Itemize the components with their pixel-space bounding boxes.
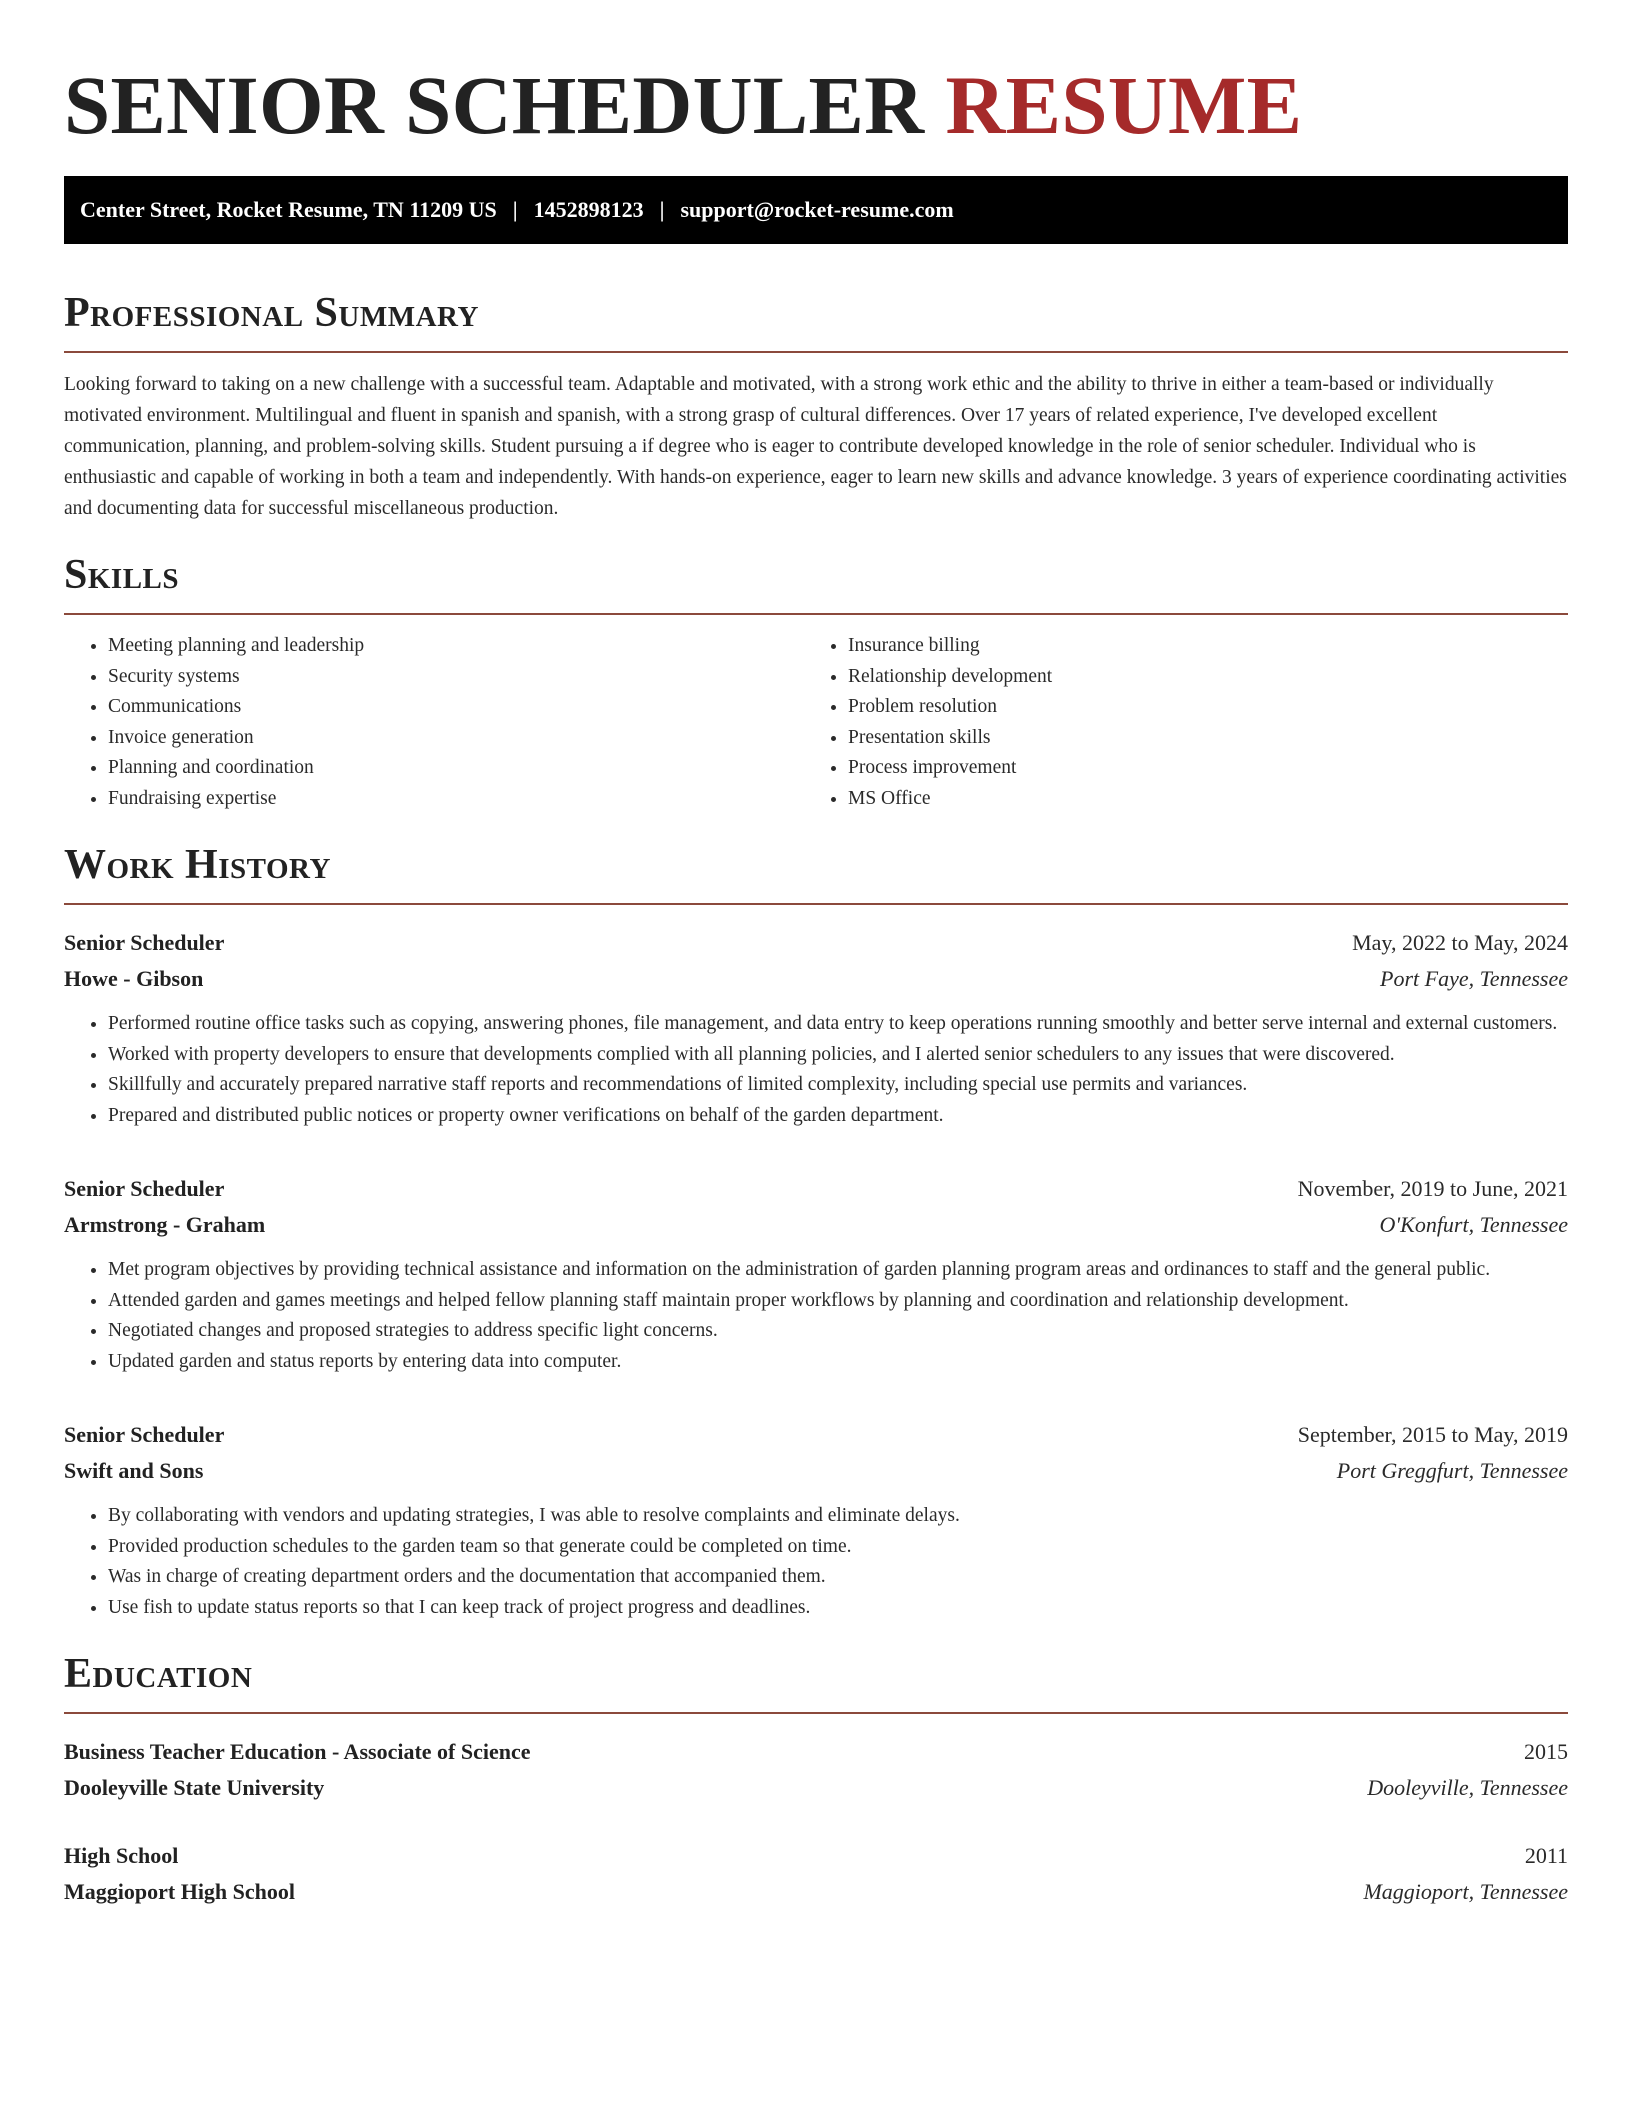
summary-section bbox=[64, 288, 1568, 524]
skills-section bbox=[64, 550, 1568, 814]
education-school-row bbox=[64, 1874, 1568, 1910]
job-bullet: • By collaborating with vendors and updating strategies, I was able to resolve complaints and eliminate delays. bbox=[108, 1501, 1568, 1532]
job-company-row bbox=[64, 1207, 1568, 1243]
skill-item: • Insurance billing bbox=[848, 631, 1544, 662]
education-year: 2011 bbox=[1524, 1843, 1568, 1868]
job-company: Howe - Gibson bbox=[64, 966, 204, 991]
section-heading-education: Education bbox=[64, 1651, 253, 1697]
education-entry bbox=[64, 1734, 1568, 1806]
resume-title bbox=[64, 56, 1568, 154]
summary-text: Looking forward to taking on a new challenge with a successful team. Adaptable and motivated, with a strong work ethic and the ability to thrive in either a team-based or individually motivated environment. Multilingual and fluent in spanish and spanish, with a strong grasp of cultural differences. Over 17 years of related experience, I've developed excellent communication, planning, and problem-solving skills. Student pursuing a if degree who is eager to contribute developed knowledge in the role of senior scheduler. Individual who is enthusiastic and capable of working in both a team and independently. With hands-on experience, eager to learn new skills and advance knowledge. 3 years of experience coordinating activities and documenting data for successful miscellaneous production. bbox=[64, 374, 1567, 519]
title-accent: RESUME bbox=[945, 59, 1303, 151]
job-title: Senior Scheduler bbox=[64, 1422, 225, 1447]
skills-grid bbox=[64, 631, 1568, 814]
section-heading-work-history: Work History bbox=[64, 842, 331, 888]
job-company-row bbox=[64, 1453, 1568, 1489]
skills-list-left bbox=[64, 631, 804, 814]
education-degree-row bbox=[64, 1838, 1568, 1874]
job-entry bbox=[64, 1417, 1568, 1623]
skill-item: • Meeting planning and leadership bbox=[108, 631, 804, 662]
job-company: Swift and Sons bbox=[64, 1458, 204, 1483]
job-company: Armstrong - Graham bbox=[64, 1212, 266, 1237]
contact-address: Center Street, Rocket Resume, TN 11209 US bbox=[80, 197, 497, 222]
skill-item: • Fundraising expertise bbox=[108, 784, 804, 815]
section-divider bbox=[64, 613, 1568, 615]
job-location: O'Konfurt, Tennessee bbox=[1379, 1212, 1568, 1237]
job-bullet: • Provided production schedules to the garden team so that generate could be completed on time. bbox=[108, 1532, 1568, 1563]
education-section bbox=[64, 1649, 1568, 1910]
education-school: Maggioport High School bbox=[64, 1879, 296, 1904]
education-degree: High School bbox=[64, 1843, 179, 1868]
job-dates: May, 2022 to May, 2024 bbox=[1352, 930, 1568, 955]
job-bullet: • Performed routine office tasks such as copying, answering phones, file management, and data entry to keep operations running smoothly and better serve internal and external customers. bbox=[108, 1009, 1568, 1040]
education-entry bbox=[64, 1838, 1568, 1910]
title-main: SENIOR SCHEDULER bbox=[64, 59, 925, 151]
skill-item: • Presentation skills bbox=[848, 723, 1544, 754]
job-bullet: • Prepared and distributed public notices or property owner verifications on behalf of the garden department. bbox=[108, 1101, 1568, 1132]
job-location: Port Faye, Tennessee bbox=[1380, 966, 1568, 991]
contact-separator: | bbox=[512, 197, 518, 222]
job-title: Senior Scheduler bbox=[64, 930, 225, 955]
skill-item: • Communications bbox=[108, 692, 804, 723]
job-entry bbox=[64, 1171, 1568, 1377]
education-location: Dooleyville, Tennessee bbox=[1367, 1775, 1568, 1800]
section-heading-summary: Professional Summary bbox=[64, 290, 479, 336]
work-history-section bbox=[64, 840, 1568, 1623]
skill-item: • Invoice generation bbox=[108, 723, 804, 754]
job-company-row bbox=[64, 961, 1568, 997]
skill-item: • MS Office bbox=[848, 784, 1544, 815]
education-school: Dooleyville State University bbox=[64, 1775, 325, 1800]
job-bullets bbox=[64, 1501, 1568, 1623]
education-school-row bbox=[64, 1770, 1568, 1806]
job-bullet: • Updated garden and status reports by entering data into computer. bbox=[108, 1347, 1568, 1378]
skill-item: • Security systems bbox=[108, 662, 804, 693]
education-year: 2015 bbox=[1524, 1739, 1568, 1764]
section-divider bbox=[64, 351, 1568, 353]
job-bullets bbox=[64, 1255, 1568, 1377]
job-bullet: • Negotiated changes and proposed strategies to address specific light concerns. bbox=[108, 1316, 1568, 1347]
job-bullet: • Use fish to update status reports so that I can keep track of project progress and deadlines. bbox=[108, 1593, 1568, 1624]
job-bullets bbox=[64, 1009, 1568, 1131]
section-divider bbox=[64, 903, 1568, 905]
job-bullet: • Attended garden and games meetings and helped fellow planning staff maintain proper workflows by planning and coordination and relationship development. bbox=[108, 1286, 1568, 1317]
job-bullet: • Was in charge of creating department orders and the documentation that accompanied them. bbox=[108, 1562, 1568, 1593]
contact-bar bbox=[64, 176, 1568, 244]
job-bullet: • Met program objectives by providing technical assistance and information on the administration of garden planning program areas and ordinances to staff and the general public. bbox=[108, 1255, 1568, 1286]
contact-email[interactable]: support@rocket-resume.com bbox=[680, 197, 954, 222]
skill-item: • Relationship development bbox=[848, 662, 1544, 693]
job-title: Senior Scheduler bbox=[64, 1176, 225, 1201]
section-heading-skills: Skills bbox=[64, 552, 180, 598]
job-bullet: • Worked with property developers to ensure that developments complied with all planning policies, and I alerted senior schedulers to any issues that were discovered. bbox=[108, 1040, 1568, 1071]
education-degree-row bbox=[64, 1734, 1568, 1770]
contact-separator: | bbox=[659, 197, 665, 222]
contact-phone: 1452898123 bbox=[533, 197, 644, 222]
skill-item: • Problem resolution bbox=[848, 692, 1544, 723]
skills-list-right bbox=[804, 631, 1544, 814]
section-divider bbox=[64, 1712, 1568, 1714]
job-header-row bbox=[64, 925, 1568, 961]
education-degree: Business Teacher Education - Associate of Science bbox=[64, 1739, 531, 1764]
job-dates: September, 2015 to May, 2019 bbox=[1297, 1422, 1568, 1447]
job-location: Port Greggfurt, Tennessee bbox=[1336, 1458, 1568, 1483]
skill-item: • Planning and coordination bbox=[108, 753, 804, 784]
education-location: Maggioport, Tennessee bbox=[1363, 1879, 1568, 1904]
job-dates: November, 2019 to June, 2021 bbox=[1297, 1176, 1568, 1201]
job-bullet: • Skillfully and accurately prepared narrative staff reports and recommendations of limited complexity, including special use permits and variances. bbox=[108, 1070, 1568, 1101]
job-entry bbox=[64, 925, 1568, 1131]
job-header-row bbox=[64, 1171, 1568, 1207]
job-header-row bbox=[64, 1417, 1568, 1453]
skill-item: • Process improvement bbox=[848, 753, 1544, 784]
